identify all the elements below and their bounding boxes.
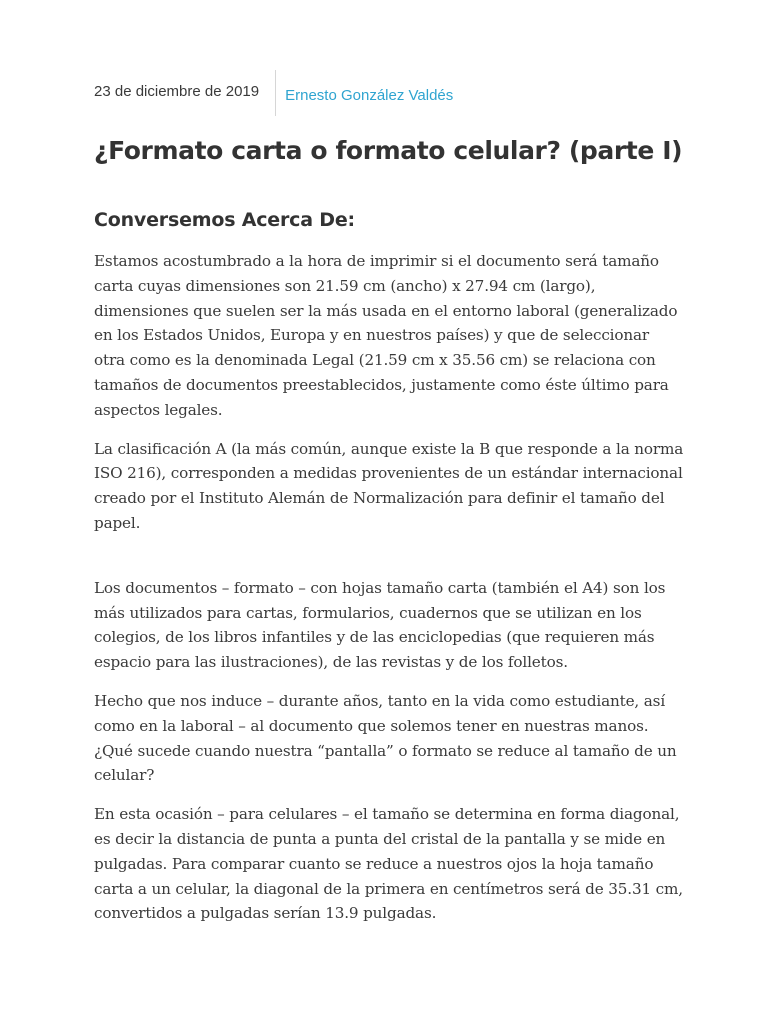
article-meta	[94, 70, 684, 116]
article-subtitle: Conversemos Acerca De:	[94, 209, 355, 231]
publish-date: 23 de diciembre de 2019	[94, 70, 276, 116]
paragraph-3: Los documentos – formato – con hojas tamaño carta (también el A4) son los más utilizados para cartas, formularios, cuadernos que se utilizan en los colegios, de los libros infantiles y de las enciclopedias (que requieren más espacio para las ilustraciones), de las revistas y de los folletos.	[94, 578, 666, 672]
article-body	[94, 249, 684, 926]
author-link[interactable]: Ernesto González Valdés	[285, 87, 454, 104]
paragraph-5: En esta ocasión – para celulares – el tamaño se determina en forma diagonal, es decir la distancia de punta a punta del cristal de la pantalla y se mide en pulgadas. Para comparar cuanto se reduce a nuestros ojos la hoja tamaño carta a un celular, la diagonal de la primera en centímetros será de 35.31 cm, convertidos a pulgadas serían 13.9 pulgadas.	[94, 805, 683, 923]
article	[94, 70, 684, 940]
paragraph-spacer	[94, 550, 684, 576]
article-title: ¿Formato carta o formato celular? (parte I)	[94, 136, 683, 165]
paragraph-1: Estamos acostumbrado a la hora de imprimir si el documento será tamaño carta cuyas dimensiones son 21.59 cm (ancho) x 27.94 cm (largo), dimensiones que suelen ser la más usada en el entorno laboral (generalizado en los Estados Unidos, Europa y en nuestros países) y que de seleccionar otra como es la denominada Legal (21.59 cm x 35.56 cm) se relaciona con tamaños de documentos preestablecidos, justamente como éste último para aspectos legales.	[94, 252, 678, 419]
paragraph-2: La clasificación A (la más común, aunque existe la B que responde a la norma ISO 216), corresponden a medidas provenientes de un estándar internacional creado por el Instituto Alemán de Normalización para definir el tamaño del papel.	[94, 439, 684, 532]
paragraph-4: Hecho que nos induce – durante años, tanto en la vida como estudiante, así como en la laboral – al documento que solemos tener en nuestras manos. ¿Qué sucede cuando nuestra “pantalla” o formato se reduce al tamaño de un celular?	[94, 691, 677, 785]
